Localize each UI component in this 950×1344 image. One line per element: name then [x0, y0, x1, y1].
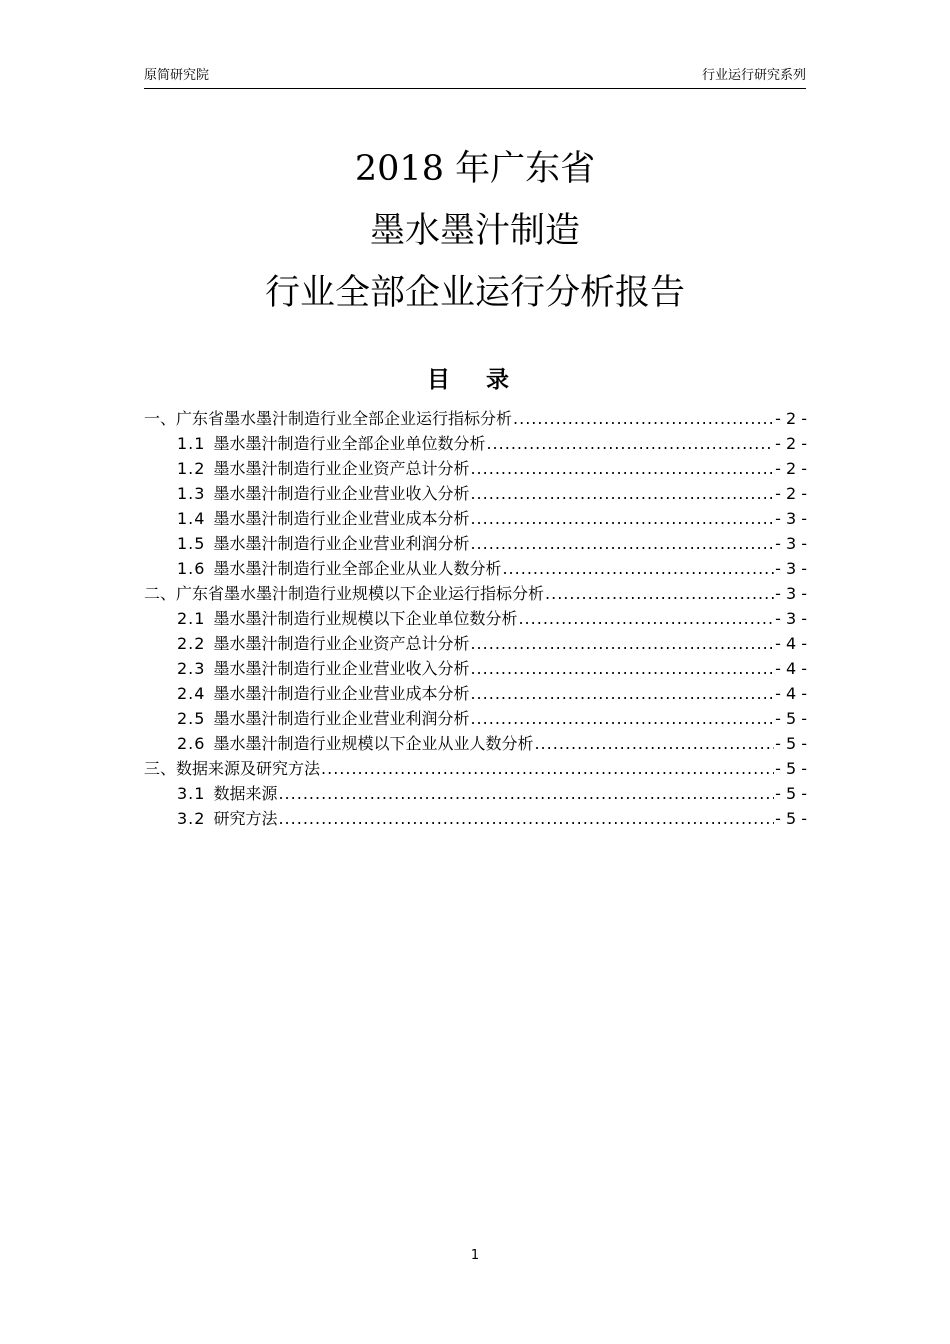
toc-entry-page: - 3 -	[775, 559, 807, 578]
toc-entry-label: 研究方法	[213, 809, 278, 828]
toc-entry-label: 二、广东省墨水墨汁制造行业规模以下企业运行指标分析	[144, 584, 545, 603]
toc-entry-page: - 5 -	[775, 709, 807, 728]
toc-entry-page: - 4 -	[775, 634, 807, 653]
toc-entry-page: - 5 -	[775, 734, 807, 753]
toc-entry-label: 墨水墨汁制造行业企业营业收入分析	[213, 484, 470, 503]
toc-entry-label: 墨水墨汁制造行业企业资产总计分析	[213, 634, 470, 653]
toc-dot-leader	[502, 556, 774, 581]
toc-entry-page: - 5 -	[775, 784, 807, 803]
toc-entry-page: - 3 -	[775, 534, 807, 553]
toc-entry-number: 1.2	[177, 459, 206, 478]
toc-entry[interactable]	[144, 606, 807, 631]
toc-entry-number: 1.6	[177, 559, 206, 578]
toc-entry-page: - 3 -	[775, 609, 807, 628]
toc-entry-label: 墨水墨汁制造行业规模以下企业从业人数分析	[213, 734, 534, 753]
toc-entry-page: - 3 -	[775, 509, 807, 528]
toc-entry[interactable]	[144, 681, 807, 706]
toc-entry-number: 1.5	[177, 534, 206, 553]
toc-entry-page: - 2 -	[775, 459, 807, 478]
toc-entry[interactable]	[144, 731, 807, 756]
toc-entry[interactable]	[144, 706, 807, 731]
toc-entry[interactable]	[144, 481, 807, 506]
toc-entry-label: 三、数据来源及研究方法	[144, 759, 321, 778]
toc-entry[interactable]	[144, 431, 807, 456]
toc-dot-leader	[470, 681, 774, 706]
header-publisher: 原简研究院	[144, 68, 210, 83]
toc-dot-leader	[470, 656, 774, 681]
toc-dot-leader	[486, 431, 774, 456]
toc-entry-number: 2.4	[177, 684, 206, 703]
toc-entry-label: 墨水墨汁制造行业全部企业从业人数分析	[213, 559, 502, 578]
toc-entry-label: 墨水墨汁制造行业企业资产总计分析	[213, 459, 470, 478]
title-line-industry: 墨水墨汁制造	[369, 211, 580, 251]
toc-entry-number: 2.1	[177, 609, 206, 628]
title-line-year-region: 2018 年广东省	[354, 149, 596, 189]
toc-dot-leader	[278, 806, 774, 831]
toc-dot-leader	[545, 581, 774, 606]
toc-entry-label: 墨水墨汁制造行业企业营业收入分析	[213, 659, 470, 678]
toc-dot-leader	[470, 506, 774, 531]
toc-entry-label: 墨水墨汁制造行业企业营业利润分析	[213, 534, 470, 553]
title-line-subject: 行业全部企业运行分析报告	[264, 273, 685, 313]
toc-entry[interactable]	[144, 806, 807, 831]
toc-entry-page: - 4 -	[775, 684, 807, 703]
report-title	[0, 138, 950, 324]
header-series: 行业运行研究系列	[701, 68, 806, 83]
toc-entry-number: 3.2	[177, 809, 206, 828]
toc-entry[interactable]	[144, 556, 807, 581]
toc-entry-page: - 2 -	[775, 434, 807, 453]
toc-heading: 目 录	[426, 367, 523, 393]
table-of-contents	[144, 406, 807, 831]
toc-entry-number: 2.6	[177, 734, 206, 753]
toc-entry[interactable]	[144, 531, 807, 556]
toc-entry-label: 墨水墨汁制造行业企业营业成本分析	[213, 684, 470, 703]
toc-entry-page: - 5 -	[775, 809, 807, 828]
toc-entry-page: - 2 -	[775, 484, 807, 503]
toc-entry[interactable]	[144, 631, 807, 656]
toc-entry[interactable]	[144, 656, 807, 681]
toc-entry-number: 2.3	[177, 659, 206, 678]
toc-entry-label: 墨水墨汁制造行业全部企业单位数分析	[213, 434, 486, 453]
toc-dot-leader	[470, 531, 774, 556]
toc-entry-number: 3.1	[177, 784, 206, 803]
toc-dot-leader	[513, 406, 774, 431]
toc-entry-number: 1.1	[177, 434, 206, 453]
toc-entry-page: - 3 -	[775, 584, 807, 603]
toc-entry[interactable]	[144, 581, 807, 606]
toc-dot-leader	[470, 456, 774, 481]
page-header	[144, 66, 806, 89]
toc-dot-leader	[278, 781, 774, 806]
toc-entry-label: 墨水墨汁制造行业规模以下企业单位数分析	[213, 609, 518, 628]
toc-dot-leader	[518, 606, 774, 631]
toc-entry[interactable]	[144, 756, 807, 781]
toc-dot-leader	[470, 631, 774, 656]
toc-entry[interactable]	[144, 406, 807, 431]
toc-dot-leader	[470, 706, 774, 731]
toc-entry[interactable]	[144, 456, 807, 481]
toc-entry-number: 1.4	[177, 509, 206, 528]
toc-entry-number: 1.3	[177, 484, 206, 503]
toc-entry-label: 一、广东省墨水墨汁制造行业全部企业运行指标分析	[144, 409, 513, 428]
toc-dot-leader	[321, 756, 774, 781]
toc-entry-label: 数据来源	[213, 784, 278, 803]
toc-entry[interactable]	[144, 781, 807, 806]
toc-entry-page: - 4 -	[775, 659, 807, 678]
page-number: 1	[470, 1248, 480, 1263]
toc-entry-label: 墨水墨汁制造行业企业营业利润分析	[213, 709, 470, 728]
toc-entry-label: 墨水墨汁制造行业企业营业成本分析	[213, 509, 470, 528]
toc-entry-number: 2.5	[177, 709, 206, 728]
toc-entry[interactable]	[144, 506, 807, 531]
toc-dot-leader	[534, 731, 774, 756]
toc-entry-number: 2.2	[177, 634, 206, 653]
toc-entry-page: - 5 -	[775, 759, 807, 778]
toc-dot-leader	[470, 481, 774, 506]
toc-entry-page: - 2 -	[775, 409, 807, 428]
